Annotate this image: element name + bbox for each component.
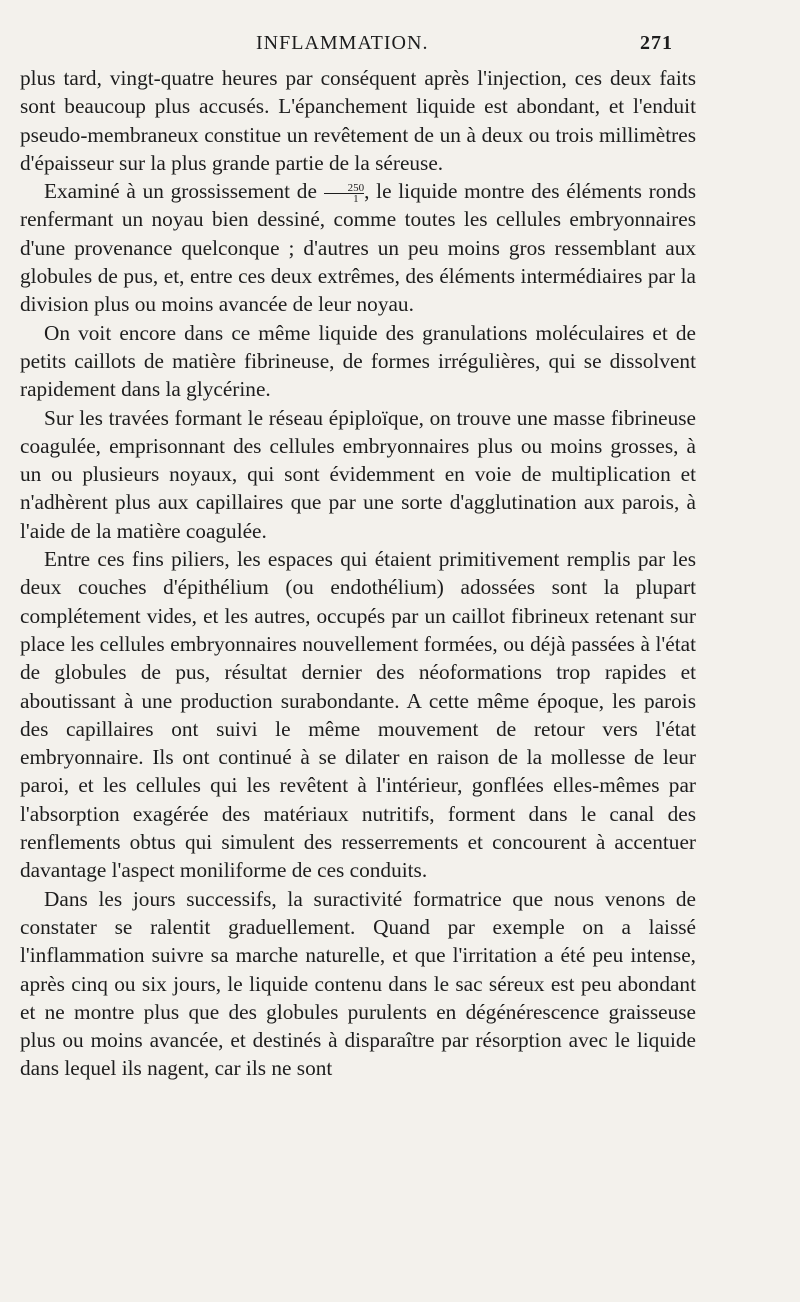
paragraph-epiploic-network: Sur les travées formant le réseau épiploïque, on trouve une masse fibrineuse coagulée, emprisonnant des cellules embryonnaires plus ou moins grosses, à un ou plusieurs noyaux, qui sont évidemment en voie de multiplication et n'adhèrent plus aux capillaires que par une sorte d'agglutination aux parois, à l'aide de la matière coagulée. [20, 405, 696, 543]
paragraph-successive-days: Dans les jours successifs, la suractivité formatrice que nous venons de constater se ralentit graduellement. Quand par exemple on a laissé l'inflammation suivre sa marche naturelle, et que l'irritation a été peu intense, après cinq ou six jours, le liquide contenu dans le sac séreux est peu abondant et ne montre plus que des globules purulents en dégénérescence graisseuse plus ou moins avancée, et destinés à disparaître par résorption avec le liquide dans lequel ils nagent, car ils ne sont [20, 886, 696, 1081]
paragraph-text: Examiné à un grossissement de [44, 179, 324, 204]
fraction-numerator: 250 [324, 183, 365, 194]
fraction-denominator: 1 [353, 192, 359, 205]
page-number: 271 [640, 32, 673, 54]
running-title: INFLAMMATION. [256, 32, 429, 54]
paragraph-granulations: On voit encore dans ce même liquide des granulations moléculaires et de petits caillots de matière fibrineuse, de formes irrégulières, qui se dissolvent rapidement dans la glycérine. [20, 320, 696, 402]
running-head [20, 28, 696, 64]
paragraph-magnification [20, 177, 696, 318]
body-text [20, 64, 696, 1083]
paragraph-pillars: Entre ces fins piliers, les espaces qui étaient primitivement remplis par les deux couches d'épithélium (ou endothélium) adossées sont la plupart complétement vides, et les autres, occupés par un caillot fibrineux retenant sur place les cellules embryonnaires nouvellement formées, ou déjà passées à l'état de globules de pus, résultat dernier des néoformations trop rapides et aboutissant à une production surabondante. A cette même époque, les parois des capillaires ont suivi le même mouvement de retour vers l'état embryonnaire. Ils ont continué à se dilater en raison de la mollesse de leur paroi, et les cellules qui les revêtent à l'intérieur, gonflées elles-mêmes par l'absorption exagérée des matériaux nutritifs, forment dans le canal des renflements obtus qui simulent des resserrements et concourent à accentuer davantage l'aspect moniliforme de ces conduits. [20, 547, 696, 883]
paragraph-continuation: plus tard, vingt-quatre heures par conséquent après l'injection, ces deux faits sont beaucoup plus accusés. L'épanchement liquide est abondant, et l'enduit pseudo-membraneux constitue un revêtement de un à deux ou trois millimètres d'épaisseur sur la plus grande partie de la séreuse. [20, 66, 696, 175]
paragraph-text: , le liquide montre des éléments ronds renfermant un noyau bien dessiné, comme toutes les cellules embryonnaires d'une provenance quelconque ; d'autres un peu moins gros ressemblant aux globules de pus, et, entre ces deux extrêmes, des éléments intermédiaires par la division plus ou moins avancée de leur noyau. [20, 179, 696, 317]
magnification-fraction [324, 183, 365, 204]
